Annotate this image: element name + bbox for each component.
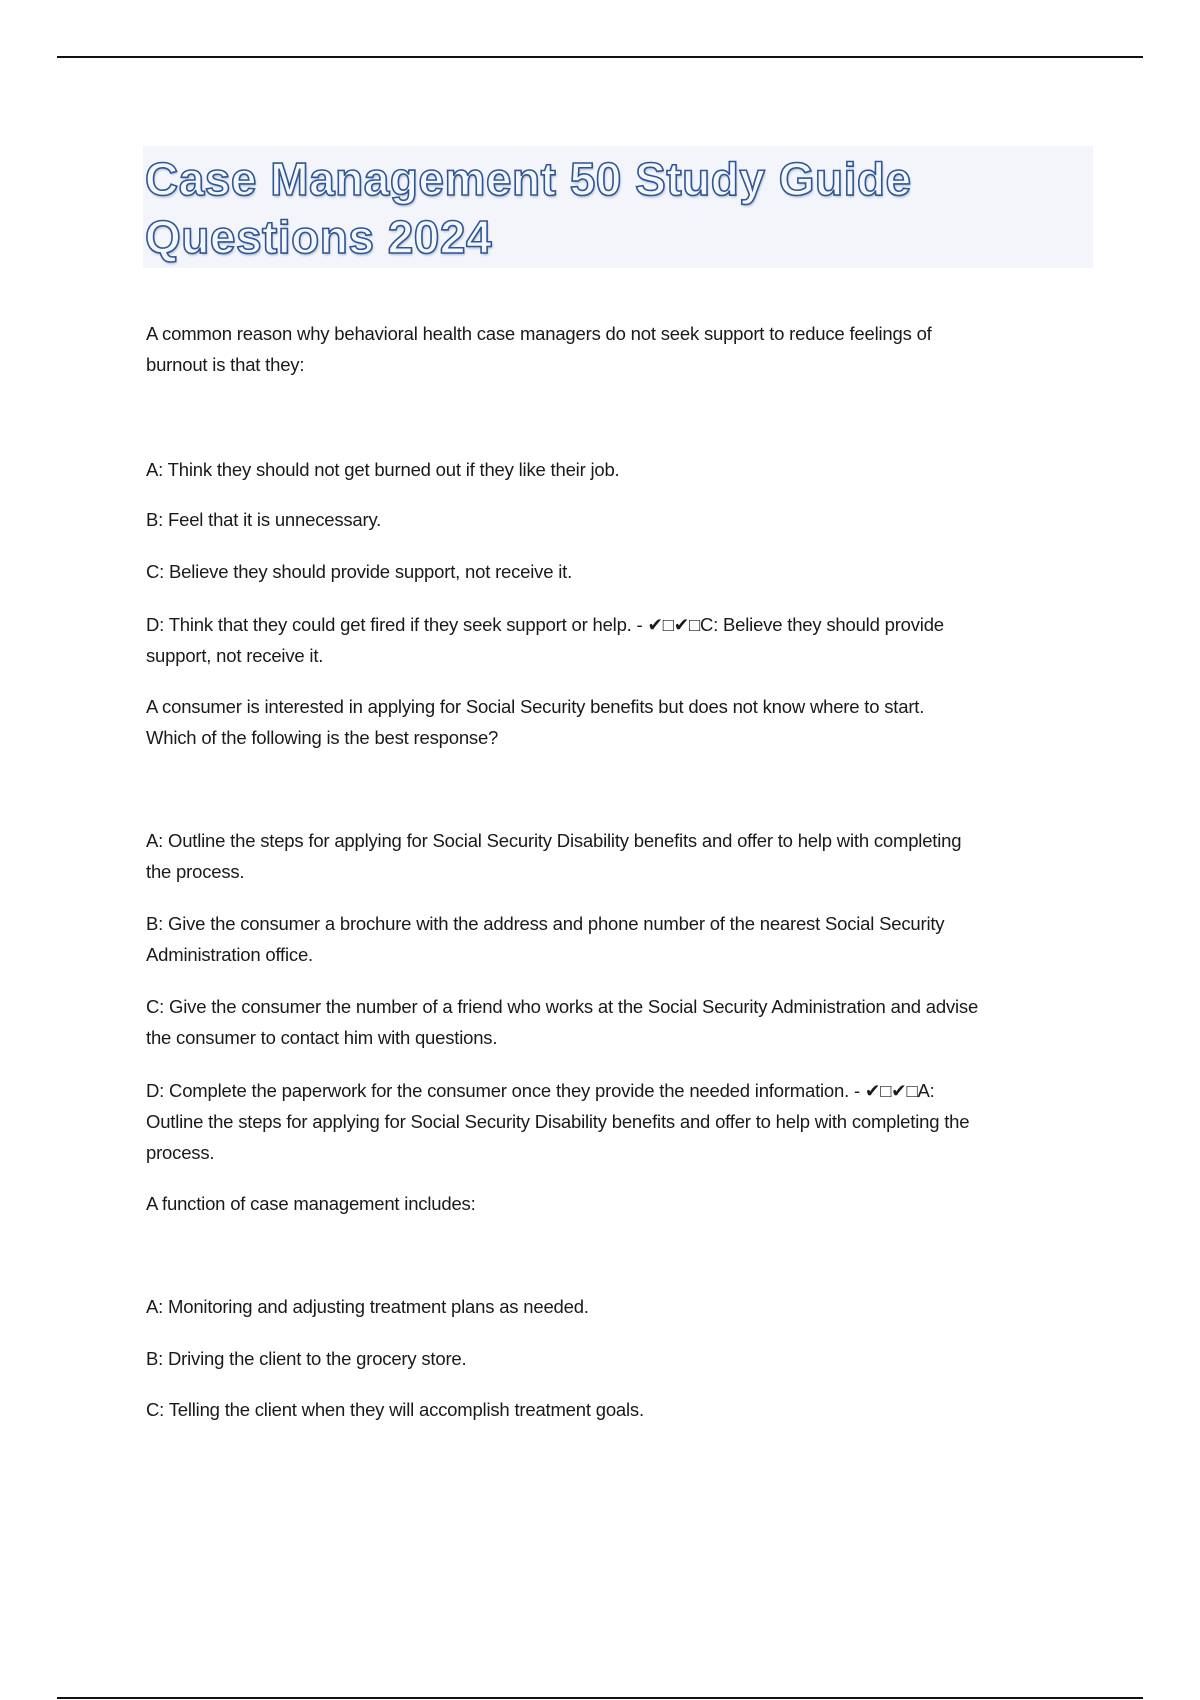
text-line: A consumer is interested in applying for Social Security benefits but does not know where to start. xyxy=(146,696,925,717)
text-line: A: Outline the steps for applying for Social Security Disability benefits and offer to help with completing xyxy=(146,830,962,851)
q2-option-b xyxy=(146,908,944,970)
text-line: B: Feel that it is unnecessary. xyxy=(146,509,382,530)
text-line: Which of the following is the best response? xyxy=(146,727,499,748)
q3-option-b xyxy=(146,1343,466,1374)
document-title xyxy=(143,146,1093,268)
q3-option-a xyxy=(146,1291,589,1322)
text-line: support, not receive it. xyxy=(146,645,324,666)
text-line: C: Telling the client when they will accomplish treatment goals. xyxy=(146,1399,644,1420)
text-line: A: Think they should not get burned out if they like their job. xyxy=(146,459,620,480)
question-3 xyxy=(146,1188,476,1219)
footer-rule xyxy=(57,1697,1143,1699)
q1-option-d-answer xyxy=(146,609,944,671)
text-line: A function of case management includes: xyxy=(146,1193,476,1214)
text-line: the process. xyxy=(146,861,245,882)
q1-option-c xyxy=(146,556,572,587)
text-line: A: Monitoring and adjusting treatment plans as needed. xyxy=(146,1296,589,1317)
text-line: C: Give the consumer the number of a friend who works at the Social Security Administration and advise xyxy=(146,996,979,1017)
header-rule xyxy=(57,56,1143,58)
question-1 xyxy=(146,318,932,380)
q2-option-c xyxy=(146,991,978,1053)
q1-option-a xyxy=(146,454,620,485)
title-line-1: Case Management 50 Study Guide xyxy=(145,153,912,205)
title-line-2: Questions 2024 xyxy=(145,211,493,263)
text-line: process. xyxy=(146,1142,215,1163)
question-2 xyxy=(146,691,924,753)
text-line: C: Believe they should provide support, not receive it. xyxy=(146,561,573,582)
text-line: D: Complete the paperwork for the consumer once they provide the needed information. - ✔□✔□A: xyxy=(146,1080,935,1101)
q2-option-a xyxy=(146,825,961,887)
text-line: B: Driving the client to the grocery store. xyxy=(146,1348,467,1369)
text-line: burnout is that they: xyxy=(146,354,305,375)
text-line: the consumer to contact him with questions. xyxy=(146,1027,498,1048)
q3-option-c xyxy=(146,1394,644,1425)
q1-option-b xyxy=(146,504,381,535)
text-line: Administration office. xyxy=(146,944,313,965)
text-line: A common reason why behavioral health case managers do not seek support to reduce feelings of xyxy=(146,323,932,344)
text-line: D: Think that they could get fired if they seek support or help. - ✔□✔□C: Believe they should provide xyxy=(146,614,944,635)
q2-option-d-answer xyxy=(146,1075,969,1168)
text-line: Outline the steps for applying for Social Security Disability benefits and offer to help with completing the xyxy=(146,1111,970,1132)
text-line: B: Give the consumer a brochure with the address and phone number of the nearest Social Security xyxy=(146,913,945,934)
